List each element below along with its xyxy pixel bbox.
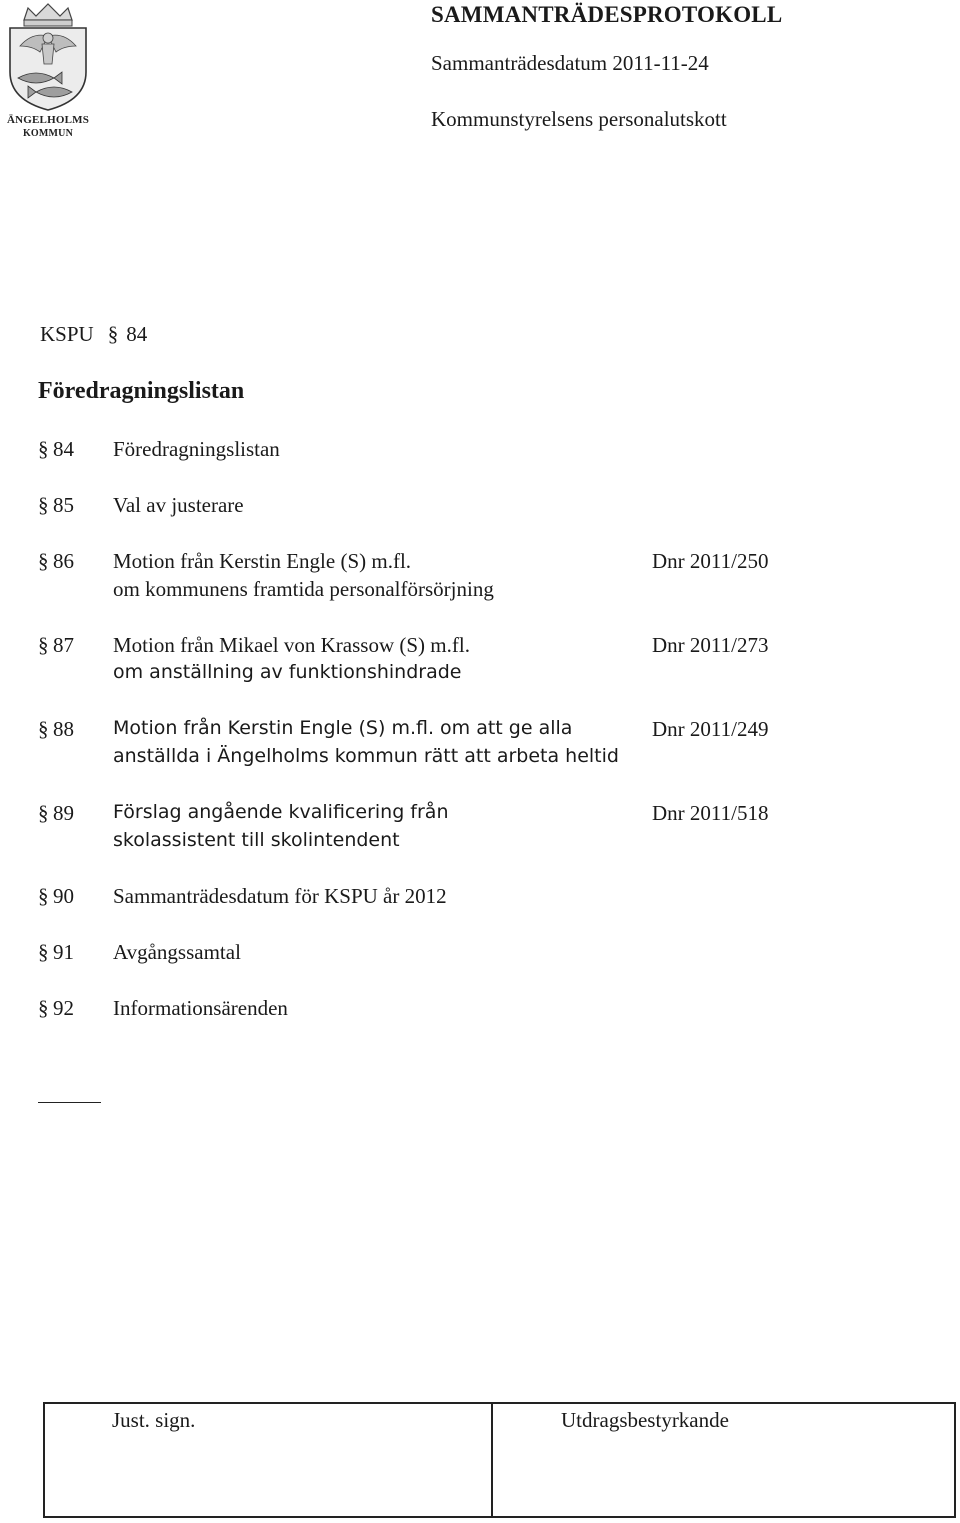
agenda-title: Informationsärenden	[113, 996, 288, 1020]
paragraph-symbol: §	[107, 322, 119, 346]
paragraph-number: 84	[126, 322, 148, 346]
document-title: SAMMANTRÄDESPROTOKOLL	[431, 2, 783, 27]
section-symbol: §	[38, 437, 49, 461]
agenda-number: 90	[53, 884, 74, 908]
agenda-title: Val av justerare	[113, 493, 244, 517]
agenda-title: Förslag angående kvalificering från	[113, 801, 449, 823]
agenda-number: 91	[53, 940, 74, 964]
coat-of-arms-icon	[2, 2, 94, 114]
agenda-subtitle: om kommunens framtida personalförsörjning	[113, 577, 494, 601]
paragraph-prefix: KSPU	[40, 322, 94, 346]
extract-certification-label: Utdragsbestyrkande	[561, 1408, 729, 1432]
section-symbol: §	[38, 549, 49, 573]
case-number: Dnr 2011/250	[652, 549, 769, 573]
municipality-logo	[2, 2, 94, 142]
agenda-subtitle: anställda i Ängelholms kommun rätt att arbeta heltid	[113, 745, 619, 767]
committee-name: Kommunstyrelsens personalutskott	[431, 107, 727, 131]
agenda-number: 85	[53, 493, 74, 517]
agenda-title: Sammanträdesdatum för KSPU år 2012	[113, 884, 447, 908]
case-number: Dnr 2011/273	[652, 633, 769, 657]
agenda-number: 87	[53, 633, 74, 657]
agenda-title: Föredragningslistan	[113, 437, 280, 461]
justification-signature-label: Just. sign.	[112, 1408, 196, 1432]
section-symbol: §	[38, 801, 49, 825]
agenda-subtitle: om anställning av funktionshindrade	[113, 661, 462, 683]
section-symbol: §	[38, 940, 49, 964]
logo-name-line2: KOMMUN	[22, 128, 74, 139]
section-symbol: §	[38, 633, 49, 657]
agenda-number: 86	[53, 549, 74, 573]
paragraph-label	[40, 322, 147, 347]
case-number: Dnr 2011/249	[652, 717, 769, 741]
agenda-title: Motion från Kerstin Engle (S) m.fl.	[113, 549, 412, 573]
end-rule	[38, 1102, 101, 1103]
agenda-title: Motion från Mikael von Krassow (S) m.fl.	[113, 633, 470, 657]
agenda-number: 84	[53, 437, 74, 461]
meeting-date: Sammanträdesdatum 2011-11-24	[431, 51, 709, 75]
agenda-number: 89	[53, 801, 74, 825]
agenda-title: Motion från Kerstin Engle (S) m.fl. om att ge alla	[113, 717, 573, 739]
section-symbol: §	[38, 717, 49, 741]
section-symbol: §	[38, 996, 49, 1020]
agenda-number: 92	[53, 996, 74, 1020]
section-symbol: §	[38, 884, 49, 908]
agenda-title: Avgångssamtal	[113, 940, 241, 964]
section-title: Föredragningslistan	[38, 378, 245, 404]
agenda-number: 88	[53, 717, 74, 741]
agenda-subtitle: skolassistent till skolintendent	[113, 829, 400, 851]
section-symbol: §	[38, 493, 49, 517]
case-number: Dnr 2011/518	[652, 801, 769, 825]
logo-name-line1: ÄNGELHOLMS	[6, 114, 90, 126]
signature-box-divider	[491, 1402, 493, 1518]
